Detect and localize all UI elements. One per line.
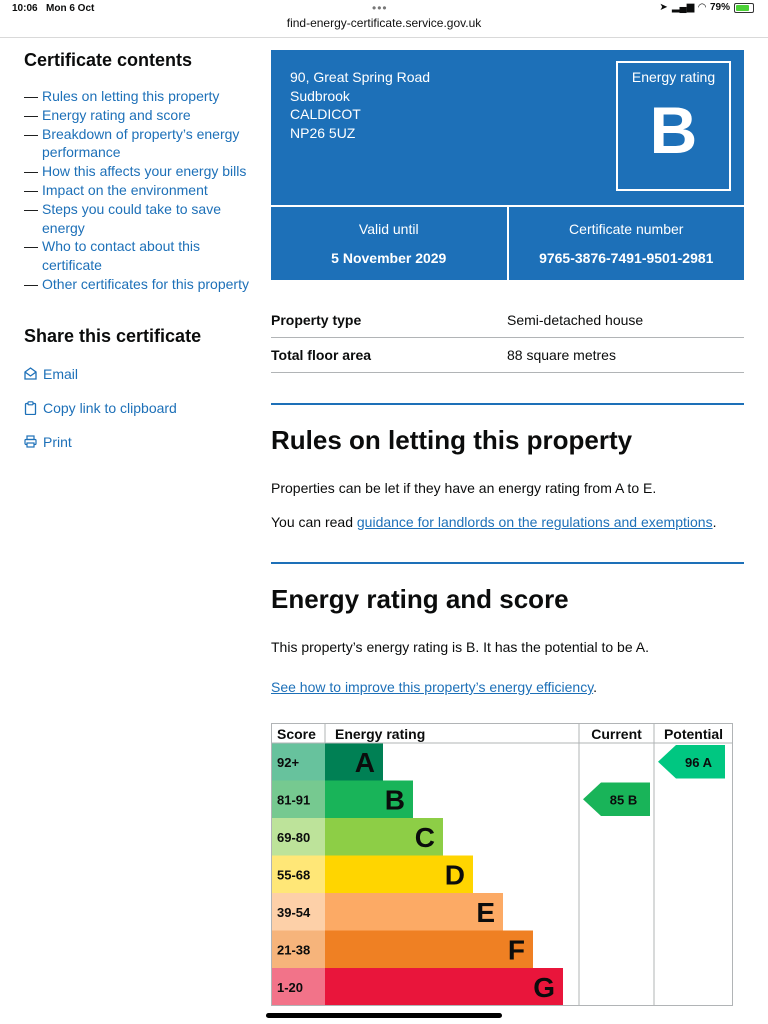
contents-item xyxy=(24,87,254,106)
guidance-paragraph xyxy=(271,512,744,532)
address-bar-url[interactable]: find-energy-certificate.service.gov.uk xyxy=(286,16,482,30)
certificate-contents-heading: Certificate contents xyxy=(24,50,193,70)
rules-heading: Rules on letting this property xyxy=(271,425,633,455)
address-line: 90, Great Spring Road xyxy=(290,69,431,85)
dash-icon: — xyxy=(24,200,38,217)
rating-letter-d: D xyxy=(444,859,465,891)
score-range-g: 1-20 xyxy=(277,979,304,995)
contents-item xyxy=(24,162,254,181)
toc-link-environment[interactable]: Impact on the environment xyxy=(42,181,208,198)
score-range-f: 21-38 xyxy=(277,942,311,958)
toc-link-other-certificates[interactable]: Other certificates for this property xyxy=(42,275,249,292)
property-type-value: Semi-detached house xyxy=(507,312,644,328)
sidebar xyxy=(24,50,254,467)
contents-item xyxy=(24,125,254,163)
copy-link-button[interactable] xyxy=(24,399,254,417)
more-dots-icon[interactable]: ••• xyxy=(372,1,388,15)
contents-item xyxy=(24,237,254,275)
battery-icon xyxy=(734,3,754,13)
dash-icon: — xyxy=(24,106,38,123)
dash-icon: — xyxy=(24,125,38,142)
dash-icon: — xyxy=(24,88,38,104)
column-header-current: Current xyxy=(591,726,642,742)
energy-rating-section xyxy=(271,562,744,697)
rating-letter-g: G xyxy=(533,971,555,1003)
guidance-prefix: You can read xyxy=(271,514,357,530)
share-heading: Share this certificate xyxy=(24,325,202,346)
rules-section xyxy=(271,403,744,532)
floor-area-key: Total floor area xyxy=(271,347,372,363)
rating-letter-c: C xyxy=(414,821,435,853)
rating-letter-b: B xyxy=(384,784,405,816)
energy-rating-label: Energy rating xyxy=(631,69,716,85)
column-header-potential: Potential xyxy=(663,726,724,742)
improve-suffix: . xyxy=(593,679,598,695)
email-share-link[interactable] xyxy=(24,365,254,383)
dash-icon: — xyxy=(24,163,38,180)
toc-link-contact[interactable]: Who to contact about this certificate xyxy=(42,238,200,274)
score-range-a: 92+ xyxy=(277,754,300,770)
certificate-number-label: Certificate number xyxy=(569,221,684,237)
address-line: Sudbrook xyxy=(290,87,350,104)
address-line: NP26 5UZ xyxy=(290,124,356,141)
floor-area-value: 88 square metres xyxy=(507,347,616,363)
dash-icon: — xyxy=(24,275,38,292)
wifi-icon: ◠ xyxy=(698,2,706,13)
print-label[interactable]: Print xyxy=(43,433,72,450)
score-range-e: 39-54 xyxy=(277,904,311,920)
valid-until-cell xyxy=(271,207,507,280)
signal-icon: ▂▄▆ xyxy=(671,2,695,13)
contents-item xyxy=(24,181,254,200)
energy-rating-graph xyxy=(271,723,733,1006)
property-summary xyxy=(271,303,744,373)
rating-letter-f: F xyxy=(507,934,525,966)
property-type-key: Property type xyxy=(271,312,362,328)
property-address xyxy=(290,68,430,142)
potential-rating-label: 96 A xyxy=(685,754,712,770)
rating-letter-e: E xyxy=(476,896,495,928)
status-time: 10:06 xyxy=(12,3,38,14)
score-range-d: 55-68 xyxy=(277,867,311,883)
contents-item xyxy=(24,106,254,125)
summary-row xyxy=(271,338,744,373)
improve-paragraph xyxy=(271,677,744,697)
valid-until-label: Valid until xyxy=(358,221,419,237)
energy-rating-paragraph: This property’s energy rating is B. It has the potential to be A. xyxy=(271,639,649,655)
rating-bar-g xyxy=(325,968,563,1006)
battery-percent: 79% xyxy=(709,2,730,13)
certificate-header xyxy=(271,50,744,205)
rules-paragraph: Properties can be let if they have an energy rating from A to E. xyxy=(271,480,657,496)
toc-link-rules-letting[interactable]: Rules on letting this property xyxy=(42,88,220,104)
certificate-number-value: 9765-3876-7491-9501-2981 xyxy=(539,250,714,266)
guidance-suffix: . xyxy=(712,514,717,530)
toc-link-energy-rating[interactable]: Energy rating and score xyxy=(42,106,191,123)
dash-icon: — xyxy=(24,238,38,255)
status-date: Mon 6 Oct xyxy=(46,3,95,14)
address-line: CALDICOT xyxy=(290,106,361,122)
energy-rating-letter: B xyxy=(649,93,698,167)
print-button[interactable] xyxy=(24,433,254,451)
battery-fill xyxy=(736,5,749,11)
current-rating-label: 85 B xyxy=(609,792,638,808)
dash-icon: — xyxy=(24,181,38,198)
contents-item xyxy=(24,275,254,294)
energy-rating-heading: Energy rating and score xyxy=(271,584,569,614)
guidance-link[interactable]: guidance for landlords on the regulations and exemptions xyxy=(356,514,713,530)
copy-link-label[interactable]: Copy link to clipboard xyxy=(43,399,177,416)
valid-until-value: 5 November 2029 xyxy=(331,250,447,266)
certificate-number-cell xyxy=(509,207,745,280)
toc-link-steps[interactable]: Steps you could take to save energy xyxy=(42,200,221,236)
certificate-details xyxy=(271,207,744,280)
email-label[interactable]: Email xyxy=(43,365,79,382)
rating-bar-f xyxy=(325,931,533,969)
printer-icon xyxy=(24,435,37,448)
toc-link-breakdown[interactable]: Breakdown of property’s energy performance xyxy=(42,125,240,161)
toc-link-energy-bills[interactable]: How this affects your energy bills xyxy=(42,163,247,180)
score-range-c: 69-80 xyxy=(277,829,311,845)
column-header-energy-rating: Energy rating xyxy=(335,726,426,742)
score-range-b: 81-91 xyxy=(277,792,311,808)
envelope-icon xyxy=(24,367,37,380)
summary-row xyxy=(271,303,744,338)
status-indicators xyxy=(659,2,754,13)
location-icon: ➤ xyxy=(659,2,668,13)
improve-efficiency-link[interactable]: See how to improve this property’s energy efficiency xyxy=(271,679,594,695)
contents-list xyxy=(24,87,254,294)
contents-item xyxy=(24,200,254,238)
energy-rating-chart xyxy=(271,723,733,1006)
home-indicator[interactable] xyxy=(266,1013,502,1018)
clipboard-icon xyxy=(24,401,37,415)
status-bar xyxy=(0,0,768,38)
energy-rating-box xyxy=(616,61,731,191)
rating-letter-a: A xyxy=(354,746,375,778)
main-content xyxy=(271,50,744,711)
column-header-score: Score xyxy=(277,726,316,742)
